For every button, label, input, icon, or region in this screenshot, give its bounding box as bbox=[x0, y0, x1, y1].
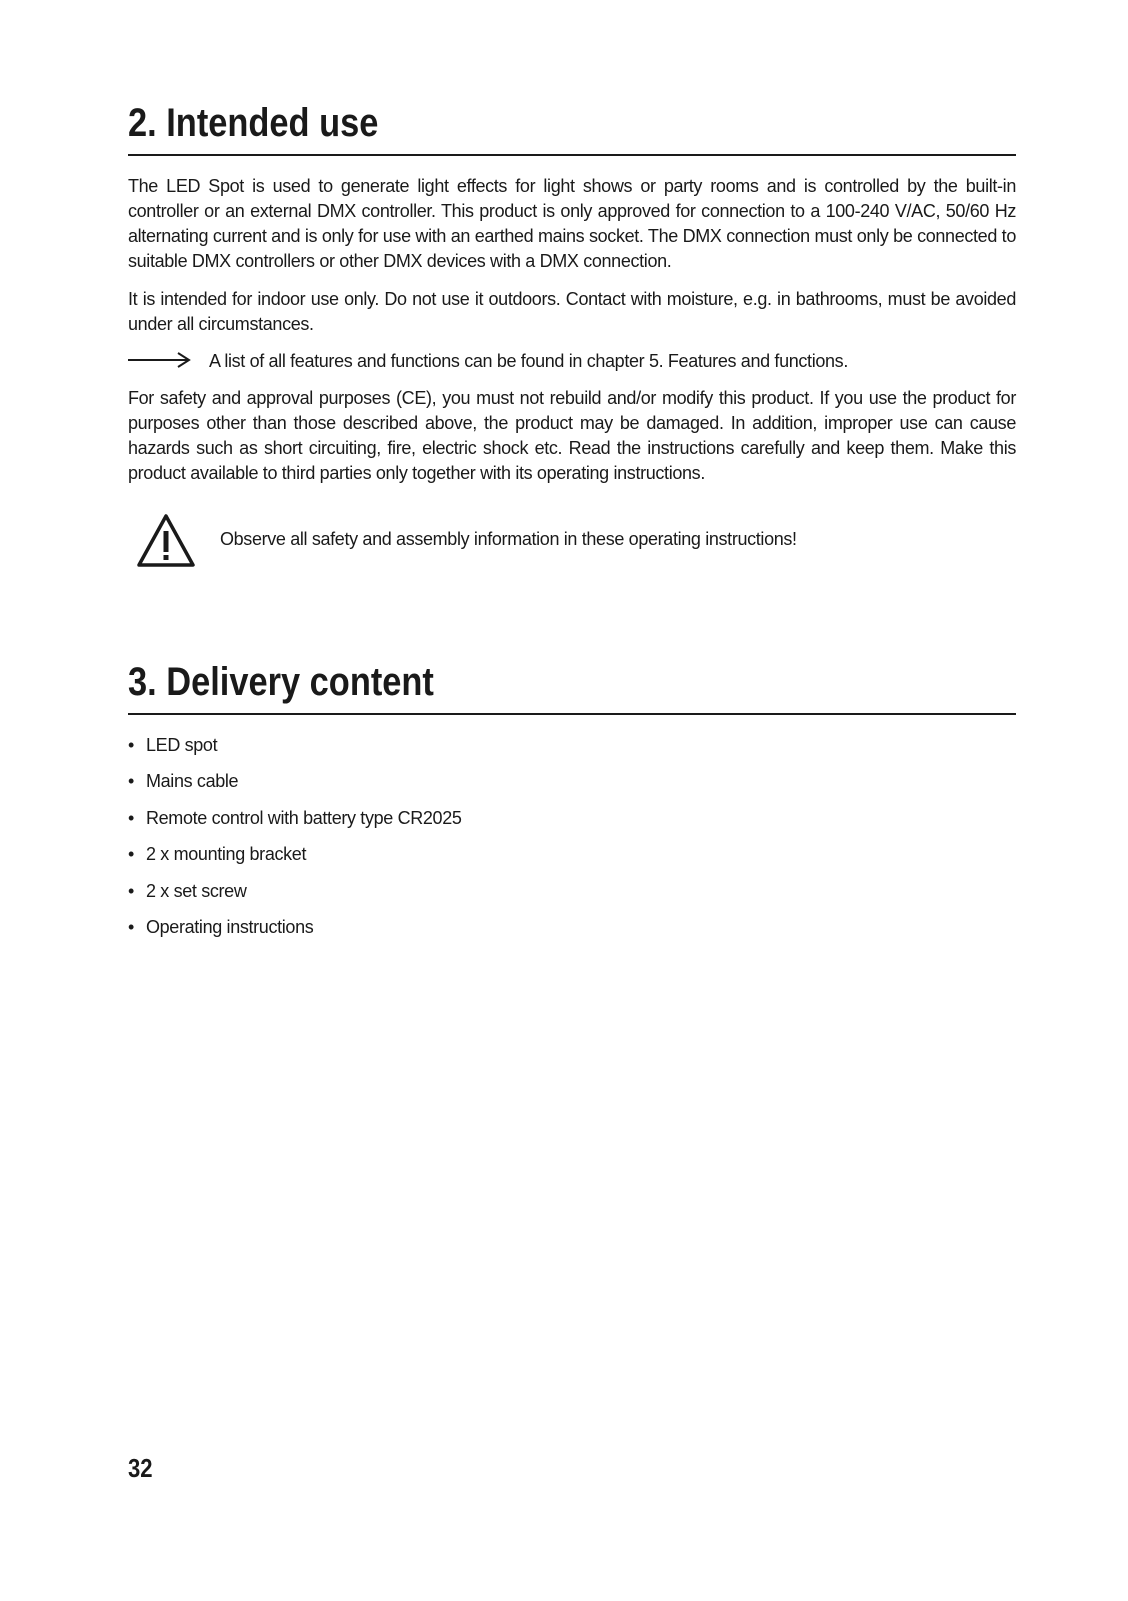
reference-note-text: A list of all features and functions can be found in chapter 5. Features and functions. bbox=[209, 351, 848, 371]
reference-note bbox=[128, 349, 1016, 375]
delivery-content-list bbox=[128, 730, 462, 948]
list-item-text: Operating instructions bbox=[146, 916, 314, 937]
list-item bbox=[128, 912, 462, 948]
bullet-icon: • bbox=[128, 880, 134, 901]
list-item bbox=[128, 839, 462, 875]
list-item bbox=[128, 803, 462, 839]
warning-note-text: Observe all safety and assembly information in these operating instructions! bbox=[220, 529, 797, 549]
heading-text: 2. Intended use bbox=[128, 101, 379, 145]
list-item bbox=[128, 730, 462, 766]
list-item-text: Mains cable bbox=[146, 771, 239, 792]
list-item bbox=[128, 876, 462, 912]
list-item-text: LED spot bbox=[146, 735, 218, 755]
heading-text: 3. Delivery content bbox=[128, 660, 434, 704]
heading-rule bbox=[128, 154, 1016, 157]
bullet-icon: • bbox=[128, 735, 134, 755]
bullet-icon: • bbox=[128, 807, 134, 828]
arrow-right-icon bbox=[128, 351, 192, 371]
warning-triangle-icon bbox=[136, 513, 196, 569]
list-item-text: 2 x set screw bbox=[146, 880, 247, 901]
bullet-icon: • bbox=[128, 771, 134, 792]
section-heading-delivery-content bbox=[128, 659, 1016, 715]
section-heading-intended-use bbox=[128, 100, 1016, 156]
warning-note bbox=[128, 513, 1016, 573]
page-number: 32 bbox=[128, 1453, 153, 1483]
paragraph-safety: For safety and approval purposes (CE), you must not rebuild and/or modify this product. If you use the product for purposes other than those described above, the product may be damaged. In addition, improper use can cause hazards such as short circuiting, fire, electric shock etc. Read the instructions carefully and keep them. Make this product available to third parties only together with its operating instructions. bbox=[128, 388, 1016, 483]
bullet-icon: • bbox=[128, 844, 134, 865]
paragraph-indoor-use: It is intended for indoor use only. Do not use it outdoors. Contact with moisture, e.g. in bathrooms, must be avoided under all circumstances. bbox=[128, 289, 1016, 334]
list-item-text: 2 x mounting bracket bbox=[146, 844, 307, 865]
list-item bbox=[128, 766, 462, 802]
bullet-icon: • bbox=[128, 916, 134, 937]
paragraph-intended-use: The LED Spot is used to generate light effects for light shows or party rooms and is controlled by the built-in controller or an external DMX controller. This product is only approved for connection to a 100-240 V/AC, 50/60 Hz alternating current and is only for use with an earthed mains socket. The DMX connection must only be connected to suitable DMX controllers or other DMX devices with a DMX connection. bbox=[128, 176, 1016, 271]
heading-rule bbox=[128, 713, 1016, 716]
list-item-text: Remote control with battery type CR2025 bbox=[146, 807, 462, 828]
